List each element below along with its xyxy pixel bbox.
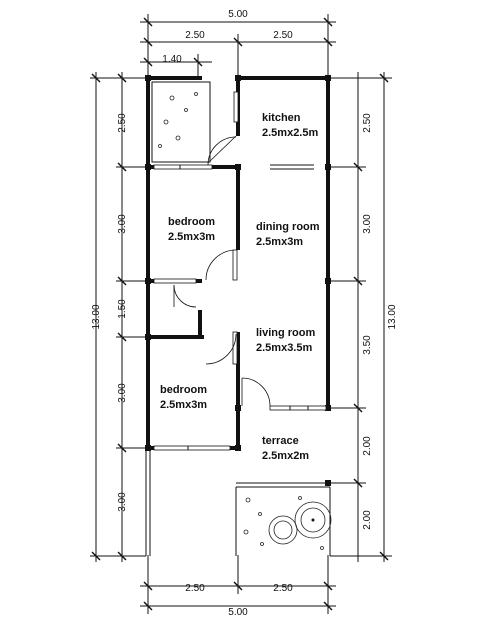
- bedroom-2-size: 2.5mx3m: [160, 399, 208, 411]
- terrace-name: terrace: [262, 435, 299, 447]
- left-segment-5: 3.00: [117, 492, 128, 512]
- bottom-total-dimension: 5.00: [228, 607, 248, 618]
- dining-room-name: dining room: [256, 221, 320, 233]
- bottom-right-dimension: 2.50: [273, 583, 293, 594]
- left-total-dimension: 13.00: [91, 304, 102, 330]
- right-segment-1: 2.50: [362, 113, 373, 133]
- left-segment-4: 3.00: [117, 383, 128, 403]
- right-segment-4: 2.00: [362, 436, 373, 456]
- bottom-left-dimension: 2.50: [185, 583, 205, 594]
- kitchen-counter: [152, 82, 238, 162]
- left-segment-1: 2.50: [117, 113, 128, 133]
- dining-room-size: 2.5mx3m: [256, 236, 304, 248]
- bedroom-1-name: bedroom: [168, 216, 216, 228]
- kitchen-size: 2.5mx2.5m: [262, 127, 319, 139]
- right-segment-5: 2.00: [362, 510, 373, 530]
- top-total-dimension: 5.00: [228, 9, 248, 20]
- bedroom-1-size: 2.5mx3m: [168, 231, 216, 243]
- terrace-size: 2.5mx2m: [262, 450, 310, 462]
- top-small-dimension: 1.40: [162, 54, 182, 65]
- top-right-dimension: 2.50: [273, 30, 293, 41]
- right-total-dimension: 13.00: [387, 304, 398, 330]
- living-room-size: 2.5mx3.5m: [256, 342, 313, 354]
- top-left-dimension: 2.50: [185, 30, 205, 41]
- right-segment-3: 3.50: [362, 335, 373, 355]
- walls: [146, 78, 330, 556]
- bottom-dimensions: [140, 555, 336, 618]
- right-segment-2: 3.00: [362, 214, 373, 234]
- left-segment-2: 3.00: [117, 214, 128, 234]
- bedroom-2-name: bedroom: [160, 384, 208, 396]
- right-dimensions: [330, 72, 398, 562]
- left-segment-3: 1.50: [117, 299, 128, 319]
- top-dimensions: [140, 9, 336, 78]
- doors: [174, 136, 270, 406]
- garden-trees: [244, 497, 331, 550]
- living-room-name: living room: [256, 327, 316, 339]
- kitchen-name: kitchen: [262, 112, 301, 124]
- left-dimensions: [90, 72, 146, 562]
